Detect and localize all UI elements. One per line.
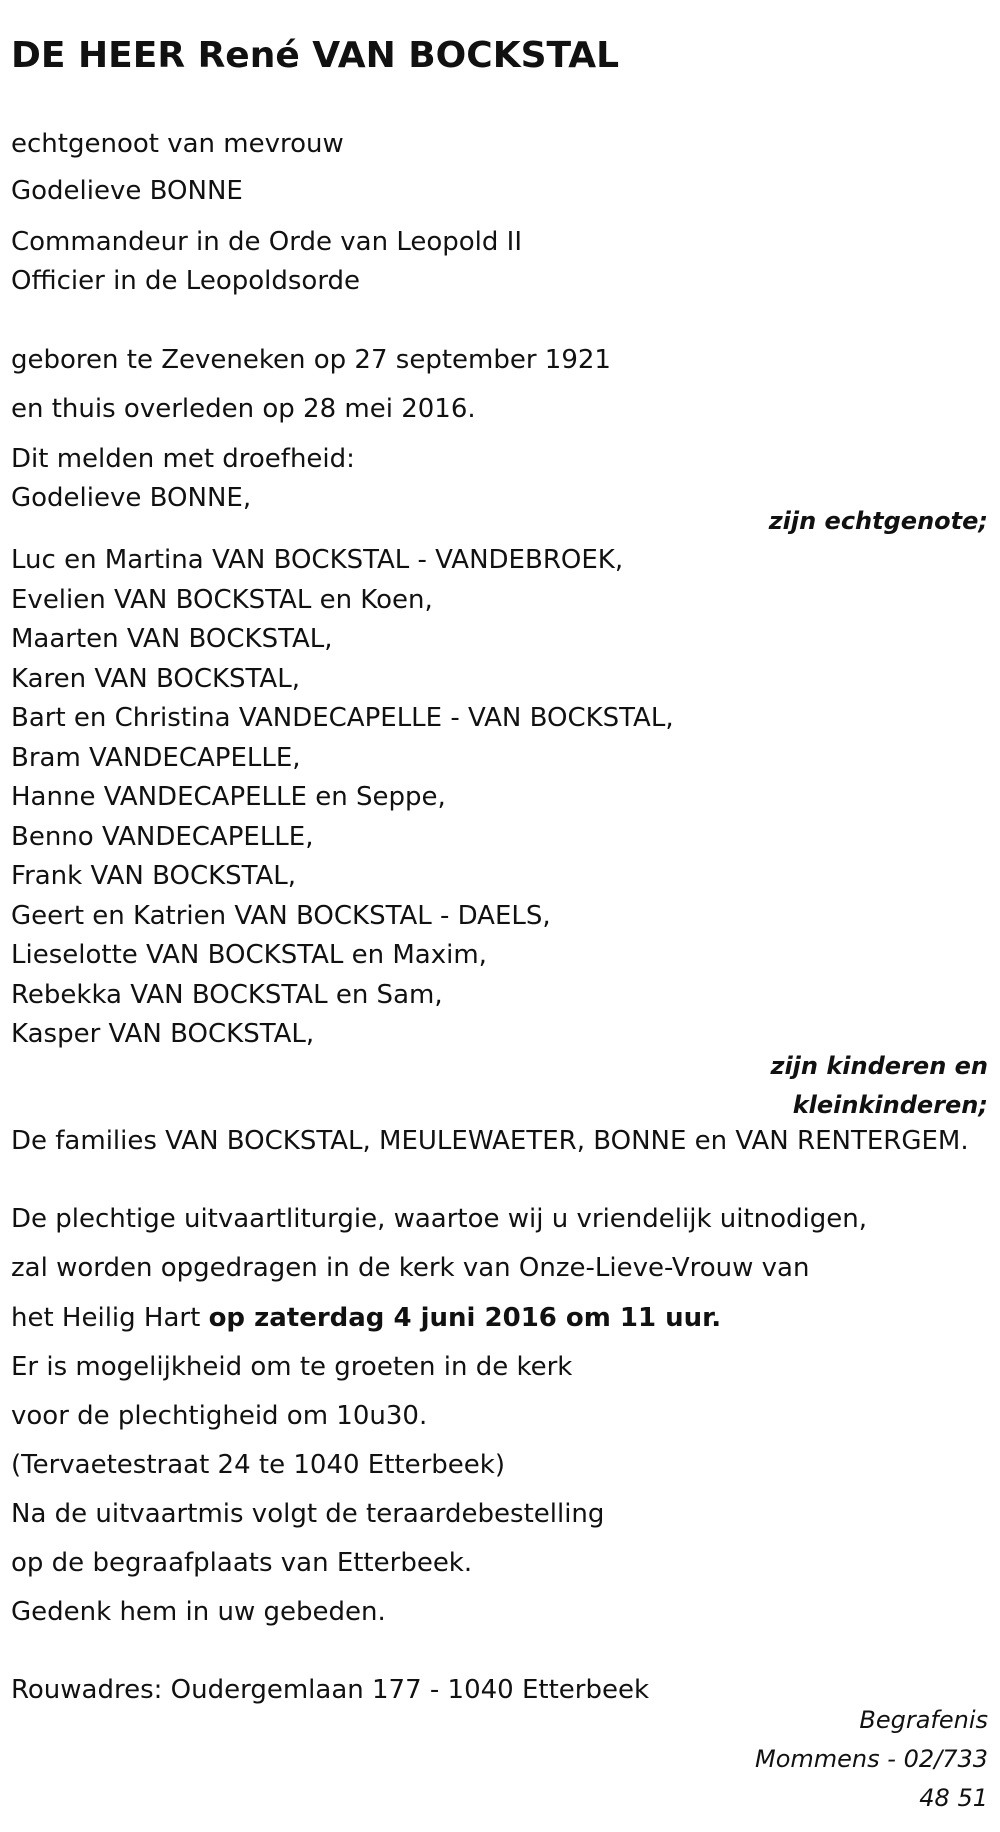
announcement: Dit melden met droefheid: [11, 444, 355, 474]
ceremony-line: voor de plechtigheid om 10u30. [11, 1401, 428, 1431]
undertaker-line: Mommens - 02/733 [755, 1745, 988, 1773]
family-member: Benno VANDECAPELLE, [11, 822, 314, 852]
family-member: Bram VANDECAPELLE, [11, 743, 301, 773]
honor-commandeur: Commandeur in de Orde van Leopold II [11, 227, 522, 257]
ceremony-address: (Tervaetestraat 24 te 1040 Etterbeek) [11, 1450, 505, 1480]
spouse-name: Godelieve BONNE [11, 176, 243, 206]
ceremony-line: Er is mogelijkheid om te groeten in de kerk [11, 1352, 573, 1382]
children-relation-line-2: kleinkinderen; [792, 1091, 988, 1119]
family-member: Luc en Martina VAN BOCKSTAL - VANDEBROEK, [11, 545, 624, 575]
spouse-relation: zijn echtgenote; [768, 507, 988, 535]
ceremony-line: Gedenk hem in uw gebeden. [11, 1597, 386, 1627]
family-member: Rebekka VAN BOCKSTAL en Sam, [11, 980, 443, 1010]
ceremony-line: De plechtige uitvaartliturgie, waartoe wij u vriendelijk uitnodigen, [11, 1204, 868, 1234]
spouse-prefix: echtgenoot van mevrouw [11, 129, 344, 159]
honor-officier: Officier in de Leopoldsorde [11, 266, 361, 296]
family-member: Lieselotte VAN BOCKSTAL en Maxim, [11, 940, 487, 970]
family-member: Evelien VAN BOCKSTAL en Koen, [11, 585, 433, 615]
ceremony-date-line [11, 1305, 721, 1331]
family-member: Kasper VAN BOCKSTAL, [11, 1019, 315, 1049]
mourning-address: Rouwadres: Oudergemlaan 177 - 1040 Etterbeek [11, 1675, 650, 1705]
family-member: Karen VAN BOCKSTAL, [11, 664, 300, 694]
family-member: Bart en Christina VANDECAPELLE - VAN BOCKSTAL, [11, 703, 674, 733]
family-member: Maarten VAN BOCKSTAL, [11, 624, 333, 654]
undertaker-line: Begrafenis [859, 1706, 988, 1734]
families-line: De families VAN BOCKSTAL, MEULEWAETER, BONNE en VAN RENTERGEM. [11, 1126, 969, 1156]
children-relation-line-1: zijn kinderen en [770, 1052, 988, 1080]
ceremony-date: op zaterdag 4 juni 2016 om 11 uur. [208, 1303, 722, 1333]
birth-line: geboren te Zeveneken op 27 september 1921 [11, 345, 611, 375]
ceremony-line: zal worden opgedragen in de kerk van Onze-Lieve-Vrouw van [11, 1253, 810, 1283]
deceased-name: DE HEER René VAN BOCKSTAL [11, 35, 620, 76]
undertaker-phone: 48 51 [919, 1784, 988, 1812]
family-member: Hanne VANDECAPELLE en Seppe, [11, 782, 446, 812]
ceremony-location-text: het Heilig Hart [11, 1303, 209, 1333]
family-member: Frank VAN BOCKSTAL, [11, 861, 297, 891]
spouse-mourner: Godelieve BONNE, [11, 483, 252, 513]
family-member: Geert en Katrien VAN BOCKSTAL - DAELS, [11, 901, 551, 931]
ceremony-line: Na de uitvaartmis volgt de teraardebestelling [11, 1499, 605, 1529]
death-line: en thuis overleden op 28 mei 2016. [11, 394, 476, 424]
ceremony-line: op de begraafplaats van Etterbeek. [11, 1548, 473, 1578]
